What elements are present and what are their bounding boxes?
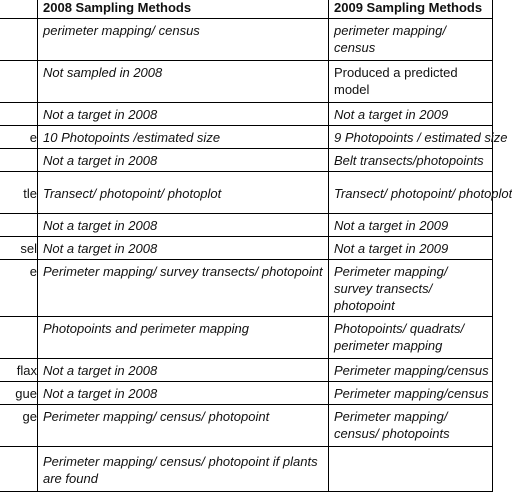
method-2009-cell: Not a target in 2009: [329, 214, 493, 237]
species-cell: ge: [0, 405, 38, 447]
table-row: [0, 214, 493, 237]
species-cell: [0, 447, 38, 492]
method-2009-cell: Not a target in 2009: [329, 103, 493, 126]
method-2009-cell: Perimeter mapping/ census/ photopoints: [329, 405, 493, 447]
species-cell: [0, 317, 38, 359]
species-cell: flax: [0, 359, 38, 382]
method-2009-cell: Not a target in 2009: [329, 237, 493, 260]
method-2008-cell: Perimeter mapping/ census/ photopoint: [38, 405, 329, 447]
table-row: [0, 359, 493, 382]
method-2008-cell: perimeter mapping/ census: [38, 19, 329, 61]
header-2008-methods: 2008 Sampling Methods: [38, 0, 329, 19]
table-row: [0, 237, 493, 260]
method-2008-cell: Not sampled in 2008: [38, 61, 329, 103]
method-2008-cell: Perimeter mapping/ survey transects/ photopoint: [38, 260, 329, 317]
method-2008-cell: 10 Photopoints /estimated size: [38, 126, 329, 149]
species-cell: [0, 214, 38, 237]
method-2009-cell: 9 Photopoints / estimated size: [329, 126, 493, 149]
method-2009-cell: Perimeter mapping/ survey transects/ photopoint: [329, 260, 493, 317]
method-2008-cell: Not a target in 2008: [38, 359, 329, 382]
method-2008-cell: Perimeter mapping/ census/ photopoint if plants are found: [38, 447, 329, 492]
method-2008-cell: Not a target in 2008: [38, 237, 329, 260]
table-row: [0, 382, 493, 405]
species-cell: e: [0, 260, 38, 317]
table-row: [0, 149, 493, 172]
method-2008-cell: Not a target in 2008: [38, 214, 329, 237]
table-row: [0, 317, 493, 359]
header-species: [0, 0, 38, 19]
species-cell: [0, 149, 38, 172]
table-row: [0, 260, 493, 317]
species-cell: e: [0, 126, 38, 149]
method-2009-cell: Transect/ photopoint/ photoplot: [329, 172, 493, 214]
table-row: [0, 447, 493, 492]
method-2009-cell: perimeter mapping/ census: [329, 19, 493, 61]
species-cell: tle: [0, 172, 38, 214]
method-2008-cell: Transect/ photopoint/ photoplot: [38, 172, 329, 214]
species-cell: gue: [0, 382, 38, 405]
method-2009-cell: Perimeter mapping/census: [329, 382, 493, 405]
method-2009-cell: Photopoints/ quadrats/ perimeter mapping: [329, 317, 493, 359]
table-row: [0, 405, 493, 447]
species-cell: [0, 61, 38, 103]
table-header-row: [0, 0, 493, 19]
species-cell: [0, 19, 38, 61]
header-2009-methods: 2009 Sampling Methods: [329, 0, 493, 19]
method-2008-cell: Photopoints and perimeter mapping: [38, 317, 329, 359]
method-2008-cell: Not a target in 2008: [38, 382, 329, 405]
method-2008-cell: Not a target in 2008: [38, 149, 329, 172]
method-2008-cell: Not a target in 2008: [38, 103, 329, 126]
method-2009-cell: [329, 447, 493, 492]
method-2009-cell: Perimeter mapping/census: [329, 359, 493, 382]
method-2009-cell: Belt transects/photopoints: [329, 149, 493, 172]
table-row: [0, 19, 493, 61]
table-row: [0, 126, 493, 149]
table-row: [0, 103, 493, 126]
table-row: [0, 172, 493, 214]
method-2009-cell: Produced a predicted model: [329, 61, 493, 103]
species-cell: sel: [0, 237, 38, 260]
table-row: [0, 61, 493, 103]
species-cell: [0, 103, 38, 126]
